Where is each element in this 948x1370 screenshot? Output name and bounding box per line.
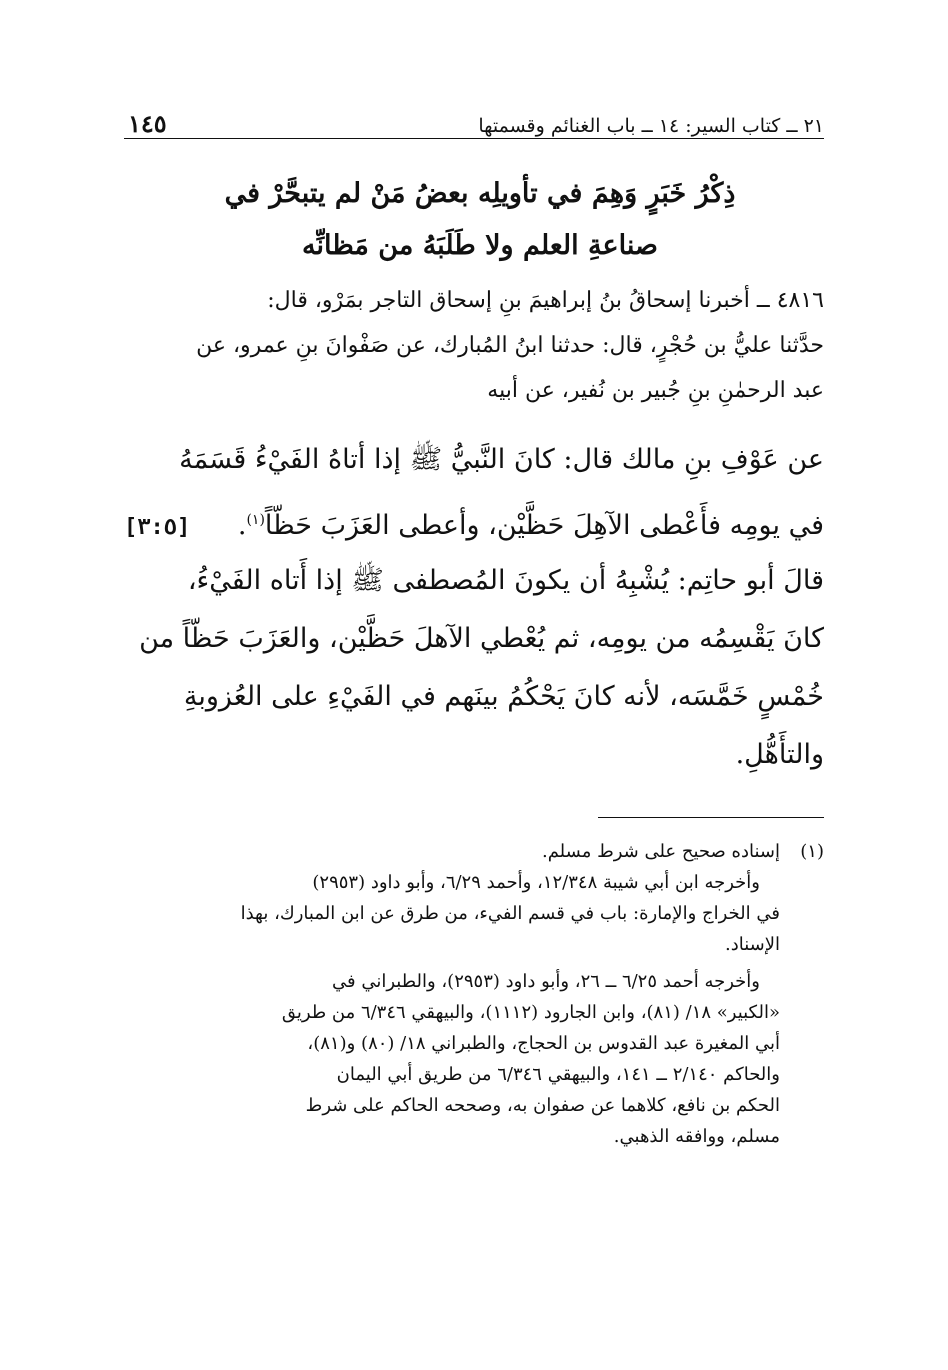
header-rule — [124, 138, 824, 139]
footnote-body — [124, 836, 780, 1152]
heading-line: صناعةِ العلم ولا طَلَبَهُ من مَظانِّه — [302, 230, 658, 261]
footnote-marker: (١) — [800, 841, 824, 862]
isnad-line: ٤٨١٦ ــ أخبرنا إسحاقُ بنُ إبراهيمَ بنِ إسحاق التاجر بمَرْو، قال: — [267, 288, 824, 313]
isnad-line: حدَّثنا عليُّ بن حُجْرٍ، قال: حدثنا ابنُ المُبارك، عن صَفْوانَ بنِ عمرو، عن — [196, 333, 824, 358]
commentary-line: كانَ يَقْسِمُه من يومِه، ثم يُعْطي الآهلَ حَظَّيْن، والعَزَبَ حَظّاً من — [139, 623, 824, 654]
footnote-line: إسناده صحيح على شرط مسلم. — [541, 841, 780, 862]
chapter-heading — [180, 168, 780, 272]
isnad-line: عبد الرحمٰنِ بنِ جُبير بن نُفير، عن أبيه — [487, 378, 824, 403]
footnote-line: مسلم، ووافقه الذهبي. — [613, 1126, 780, 1147]
footnote-line: في الخراج والإمارة: باب في قسم الفيء، من طرق عن ابن المبارك، بهذا — [240, 903, 780, 924]
hadith-matn — [124, 430, 824, 558]
footnotes — [124, 836, 824, 1152]
footnote — [124, 836, 824, 1152]
running-header — [128, 96, 824, 136]
commentary-line: والتأَهُّلِ. — [735, 739, 824, 770]
hadith-isnad — [124, 278, 824, 413]
running-title: ٢١ ــ كتاب السير: ١٤ ــ باب الغنائم وقسمتها — [478, 115, 824, 137]
commentary — [124, 552, 824, 784]
page-number: ١٤٥ — [128, 109, 167, 138]
footnote-line: والحاكم ٢/١٤٠ ــ ١٤١، والبيهقي ٦/٣٤٦ من طريق أبي اليمان — [336, 1064, 780, 1085]
matn-line: في يومِه فأَعْطى الآهِلَ حَظَّيْن، وأعطى العَزَبَ حَظّاً — [264, 510, 824, 541]
reference-code: [٣:٥] — [124, 515, 191, 540]
matn-ending: . — [237, 510, 247, 541]
commentary-line: قالَ أبو حاتِم: يُشْبِهُ أن يكونَ المُصطفى ﷺ إذا أَتاه الفَيْءُ، — [187, 565, 824, 596]
footnote-line: الحكم بن نافع، كلاهما عن صفوان به، وصححه الحاكم على شرط — [305, 1095, 780, 1116]
footnote-reference[interactable]: (١) — [246, 512, 265, 528]
matn-line-with-note — [238, 490, 824, 556]
matn-line: عن عَوْفِ بنِ مالك قال: كانَ النَّبيُّ ﷺ إذا أتاهُ الفَيْءُ قَسَمَهُ — [179, 444, 824, 475]
footnote-line: أبي المغيرة عبد القدوس بن الحجاج، والطبراني ١٨/ (٨٠) و(٨١)، — [307, 1033, 780, 1054]
footnote-line: «الكبير» ١٨/ (٨١)، وابن الجارود (١١١٢)، والبيهقي ٦/٣٤٦ من طريق — [281, 1002, 780, 1023]
footnote-line: الإسناد. — [724, 934, 780, 955]
commentary-line: خُمْسٍ خَمَّسَه، لأنه كانَ يَحْكُمُ بينَهم في الفَيْءِ على العُزوبةِ — [183, 681, 824, 712]
matn-last-line — [124, 490, 824, 558]
heading-line: ذِكْرُ خَبَرٍ وَهِمَ في تأويلِه بعضُ مَنْ لم يتبحَّرْ في — [224, 178, 736, 209]
footnote-line: وأخرجه ابن أبي شيبة ١٢/٣٤٨، وأحمد ٦/٢٩، وأبو داود (٢٩٥٣) — [312, 872, 760, 893]
footnote-separator — [598, 817, 824, 818]
footnote-line: وأخرجه أحمد ٦/٢٥ ــ ٢٦، وأبو داود (٢٩٥٣)، والطبراني في — [332, 971, 760, 992]
